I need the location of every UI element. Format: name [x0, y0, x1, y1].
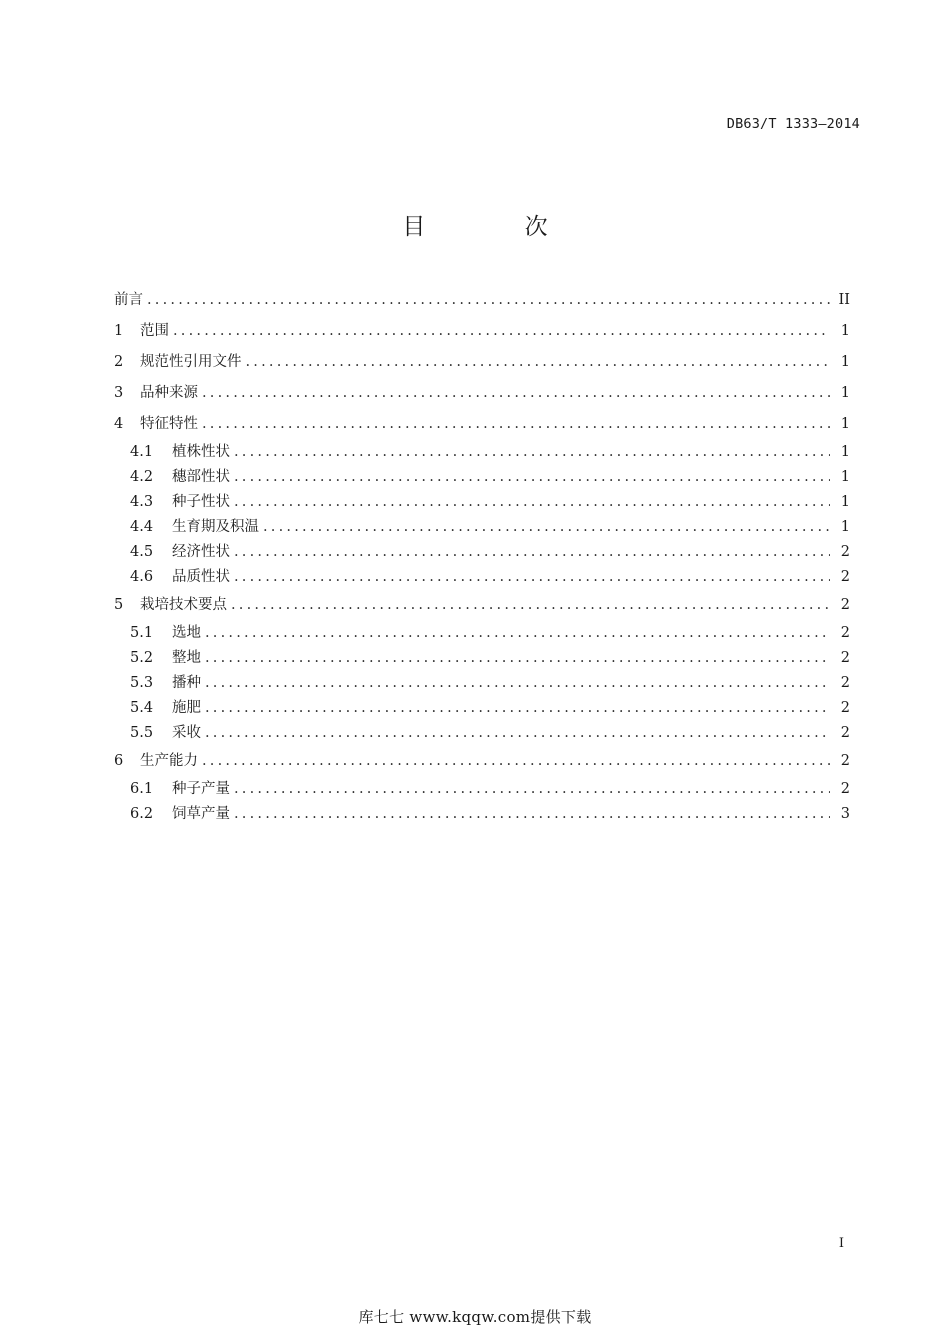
toc-entry-number: 4.4 [130, 519, 154, 535]
toc-entry-number: 5.5 [130, 725, 154, 741]
toc-entry[interactable] [114, 621, 850, 646]
table-of-contents [114, 285, 850, 827]
toc-entry-number: 4.1 [130, 444, 154, 460]
toc-entry-label: 生育期及积温 [172, 519, 259, 535]
toc-leader-dots [234, 540, 830, 565]
toc-entry-number: 3 [114, 385, 124, 401]
toc-leader-dots [263, 515, 830, 540]
toc-entry-page: 2 [840, 569, 850, 585]
toc-entry-number: 4.6 [130, 569, 154, 585]
toc-entry-number: 6.1 [130, 781, 154, 797]
toc-entry-page: 1 [840, 444, 850, 460]
toc-entry-number: 4.2 [130, 469, 154, 485]
toc-entry-page: 2 [840, 700, 850, 716]
toc-leader-dots [202, 409, 830, 440]
toc-entry-number: 5 [114, 597, 124, 613]
toc-entry-label: 采收 [172, 725, 201, 741]
toc-title: 目 次 [402, 214, 594, 240]
toc-entry-label: 穗部性状 [172, 469, 230, 485]
toc-leader-dots [147, 285, 830, 316]
toc-entry-label: 选地 [172, 625, 201, 641]
toc-entry-label: 生产能力 [140, 753, 198, 769]
toc-entry-number: 5.1 [130, 625, 154, 641]
toc-leader-dots [231, 590, 830, 621]
toc-entry[interactable] [114, 285, 850, 316]
toc-entry-number: 2 [114, 354, 124, 370]
toc-leader-dots [205, 646, 830, 671]
toc-entry[interactable] [114, 515, 850, 540]
toc-entry[interactable] [114, 540, 850, 565]
toc-entry[interactable] [114, 721, 850, 746]
toc-entry-page: 2 [840, 781, 850, 797]
toc-entry-label: 品质性状 [172, 569, 230, 585]
toc-entry-label: 规范性引用文件 [140, 354, 242, 370]
toc-entry[interactable] [114, 696, 850, 721]
document-code: DB63/T 1333—2014 [726, 116, 860, 132]
toc-entry-number: 5.3 [130, 675, 154, 691]
toc-entry-label: 植株性状 [172, 444, 230, 460]
toc-entry-page: 1 [840, 385, 850, 401]
toc-entry-page: 2 [840, 650, 850, 666]
toc-entry-number: 4.3 [130, 494, 154, 510]
toc-entry-label: 经济性状 [172, 544, 230, 560]
toc-entry-label: 特征特性 [140, 416, 198, 432]
toc-entry-page: 2 [840, 725, 850, 741]
toc-entry-label: 饲草产量 [172, 806, 230, 822]
toc-entry-label: 播种 [172, 675, 201, 691]
toc-entry-label: 前言 [114, 292, 143, 308]
page-number: I [838, 1236, 844, 1251]
toc-entry-number: 5.2 [130, 650, 154, 666]
toc-entry-page: 3 [840, 806, 850, 822]
toc-entry[interactable] [114, 490, 850, 515]
toc-entry[interactable] [114, 671, 850, 696]
toc-entry-number: 6 [114, 753, 124, 769]
toc-entry-label: 范围 [140, 323, 169, 339]
toc-leader-dots [205, 721, 830, 746]
toc-entry[interactable] [114, 777, 850, 802]
toc-entry[interactable] [114, 590, 850, 621]
toc-entry-number: 6.2 [130, 806, 154, 822]
toc-entry[interactable] [114, 347, 850, 378]
toc-entry[interactable] [114, 378, 850, 409]
download-watermark: 库七七 www.kqqw.com提供下载 [358, 1308, 592, 1326]
toc-entry-page: 1 [840, 469, 850, 485]
toc-leader-dots [205, 671, 830, 696]
toc-leader-dots [202, 746, 830, 777]
toc-entry-page: 1 [840, 323, 850, 339]
toc-entry-page: 1 [840, 354, 850, 370]
toc-entry-number: 5.4 [130, 700, 154, 716]
toc-entry-page: 2 [840, 675, 850, 691]
toc-leader-dots [234, 565, 830, 590]
toc-entry[interactable] [114, 440, 850, 465]
toc-entry-number: 1 [114, 323, 124, 339]
toc-leader-dots [234, 802, 830, 827]
toc-entry-label: 种子产量 [172, 781, 230, 797]
toc-entry-page: 1 [840, 494, 850, 510]
toc-entry-label: 品种来源 [140, 385, 198, 401]
toc-entry-number: 4.5 [130, 544, 154, 560]
toc-entry[interactable] [114, 802, 850, 827]
toc-leader-dots [234, 465, 830, 490]
toc-entry-page: 2 [840, 597, 850, 613]
toc-entry-label: 栽培技术要点 [140, 597, 227, 613]
toc-leader-dots [234, 490, 830, 515]
toc-entry-page: II [838, 292, 850, 308]
toc-entry-page: 1 [840, 519, 850, 535]
toc-entry-page: 2 [840, 544, 850, 560]
toc-leader-dots [234, 440, 830, 465]
toc-leader-dots [205, 621, 830, 646]
toc-entry[interactable] [114, 746, 850, 777]
toc-entry-label: 施肥 [172, 700, 201, 716]
toc-leader-dots [173, 316, 830, 347]
toc-entry-page: 2 [840, 625, 850, 641]
toc-entry-number: 4 [114, 416, 124, 432]
toc-entry[interactable] [114, 316, 850, 347]
toc-leader-dots [246, 347, 831, 378]
toc-entry-label: 种子性状 [172, 494, 230, 510]
toc-entry[interactable] [114, 465, 850, 490]
toc-leader-dots [202, 378, 830, 409]
toc-entry-page: 2 [840, 753, 850, 769]
toc-entry-page: 1 [840, 416, 850, 432]
toc-entry-label: 整地 [172, 650, 201, 666]
toc-entry[interactable] [114, 646, 850, 671]
toc-entry[interactable] [114, 409, 850, 440]
toc-entry[interactable] [114, 565, 850, 590]
toc-leader-dots [205, 696, 830, 721]
toc-leader-dots [234, 777, 830, 802]
